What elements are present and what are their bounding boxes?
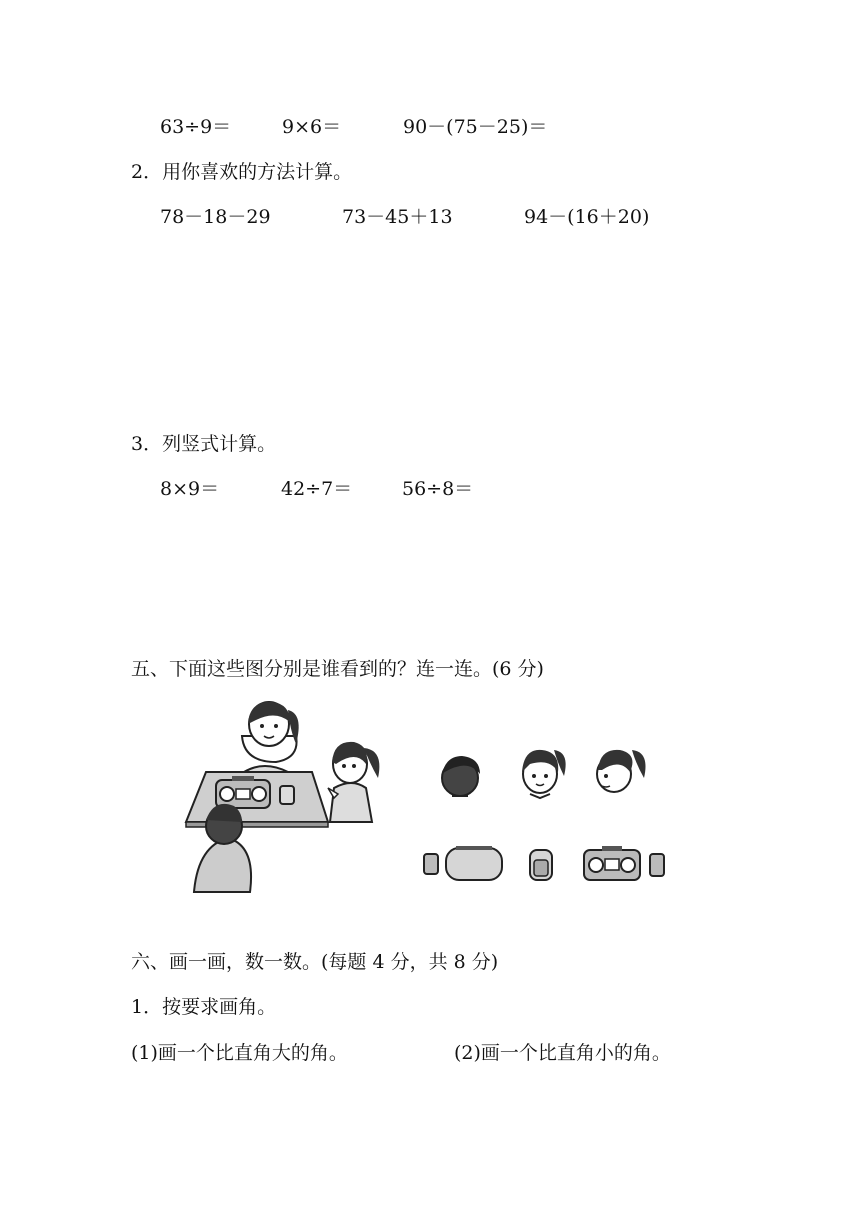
expr-90-minus-paren: 90－(75－25)＝ — [403, 116, 548, 138]
question-3-title: 3．列竖式计算。 — [131, 433, 277, 455]
q3-expr-1: 8×9＝ — [160, 478, 220, 500]
girl-front-head-icon — [516, 742, 568, 800]
section-5-title: 五、下面这些图分别是谁看到的？连一连。(6 分) — [131, 658, 544, 680]
expr-63-div-9: 63÷9＝ — [160, 116, 232, 138]
section-6-title: 六、画一画，数一数。(每题 4 分，共 8 分) — [131, 951, 499, 973]
cup-radio-back-view-icon — [420, 844, 504, 884]
radio-front-cup-view-icon — [582, 844, 668, 884]
q2-expr-3: 94－(16＋20) — [524, 206, 650, 228]
draw-obtuse-angle-prompt: (1)画一个比直角大的角。 — [131, 1042, 348, 1064]
q3-expr-3: 56÷8＝ — [402, 478, 474, 500]
cup-side-view-icon — [526, 846, 556, 884]
girl-side-of-table-icon — [322, 736, 386, 828]
q2-expr-2: 73－45＋13 — [342, 206, 453, 228]
section-6-question-1: 1．按要求画角。 — [131, 996, 277, 1018]
q2-expr-1: 78－18－29 — [160, 206, 271, 228]
draw-acute-angle-prompt: (2)画一个比直角小的角。 — [454, 1042, 671, 1064]
expr-9-times-6: 9×6＝ — [282, 116, 342, 138]
q3-expr-2: 42÷7＝ — [281, 478, 353, 500]
question-2-title: 2．用你喜欢的方法计算。 — [131, 161, 353, 183]
girl-side-head-icon — [592, 744, 648, 798]
boy-back-head-icon — [436, 752, 486, 800]
